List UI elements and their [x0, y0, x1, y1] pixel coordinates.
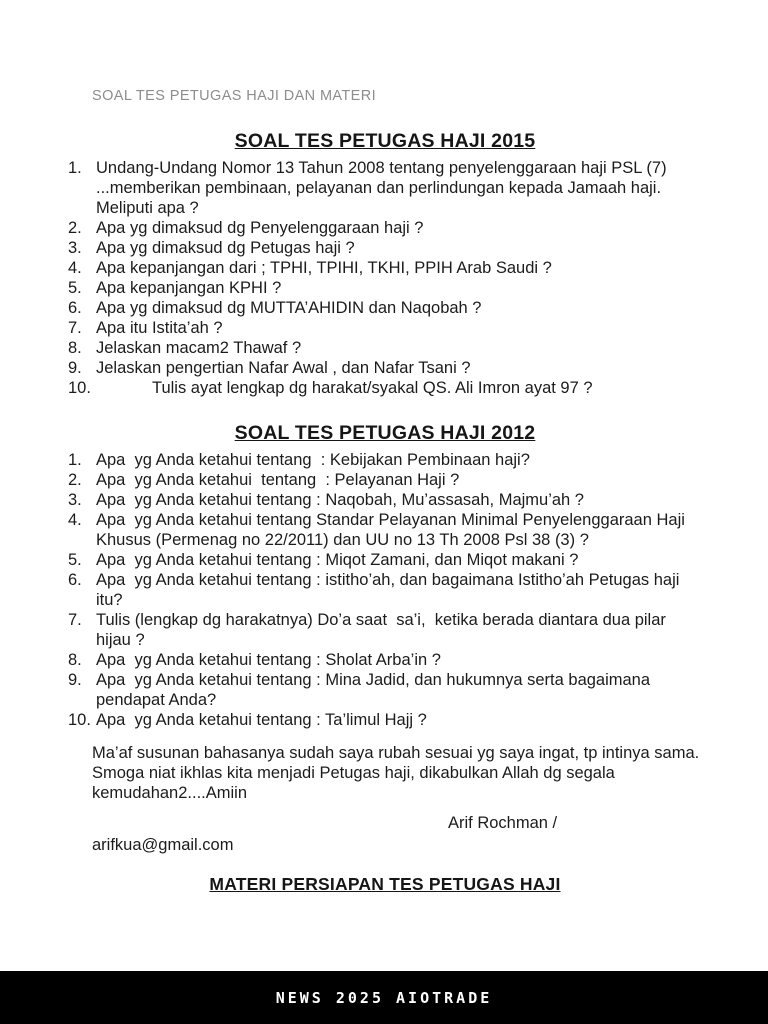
- question-text: Apa yg Anda ketahui tentang : Kebijakan Pembinaan haji?: [96, 451, 530, 469]
- question-item: [68, 710, 702, 730]
- question-text: Apa yg dimaksud dg MUTTA’AHIDIN dan Naqobah ?: [96, 299, 482, 317]
- email-text: arifkua@gmail.com: [92, 836, 234, 854]
- question-item: [68, 570, 702, 610]
- footer-bar: [0, 971, 768, 1024]
- section-soal-2012: [68, 421, 702, 730]
- question-text: Apa yg Anda ketahui tentang : Mina Jadid, dan hukumnya serta bagaimana pendapat Anda?: [96, 671, 655, 709]
- question-item: [68, 550, 702, 570]
- question-list-2012: [68, 450, 702, 730]
- question-text: Tulis (lengkap dg harakatnya) Do’a saat sa’i, ketika berada diantara dua pilar hijau ?: [96, 611, 671, 649]
- question-item: [68, 258, 702, 278]
- question-number: 8.: [68, 651, 82, 669]
- footer-bar-text: NEWS 2025 AIOTRADE: [275, 988, 493, 1007]
- question-item: [68, 610, 702, 650]
- closing-note: [92, 743, 702, 803]
- question-number: 5.: [68, 551, 82, 569]
- question-number: 7.: [68, 611, 82, 629]
- section-title-2015: SOAL TES PETUGAS HAJI 2015: [234, 130, 536, 152]
- question-number: 10.: [68, 379, 91, 397]
- question-item: [68, 358, 702, 378]
- question-text: Apa yg dimaksud dg Petugas haji ?: [96, 239, 355, 257]
- question-text: Apa itu Istita’ah ?: [96, 319, 223, 337]
- question-item: [68, 670, 702, 710]
- question-item: [68, 510, 702, 550]
- question-number: 5.: [68, 279, 82, 297]
- signature: Arif Rochman /: [448, 814, 558, 832]
- question-text: Tulis ayat lengkap dg harakat/syakal QS. Ali Imron ayat 97 ?: [152, 379, 593, 397]
- section-soal-2015: [68, 129, 702, 398]
- question-list-2015: [68, 158, 702, 398]
- question-item: [68, 338, 702, 358]
- question-item: [68, 490, 702, 510]
- question-number: 9.: [68, 359, 82, 377]
- question-number: 8.: [68, 339, 82, 357]
- question-text: Apa yg Anda ketahui tentang : Pelayanan Haji ?: [96, 471, 460, 489]
- question-number: 7.: [68, 319, 82, 337]
- question-item: [68, 218, 702, 238]
- question-number: 3.: [68, 239, 82, 257]
- question-item: [68, 470, 702, 490]
- question-item: [68, 650, 702, 670]
- closing-line-2: Smoga niat ikhlas kita menjadi Petugas haji, dikabulkan Allah dg segala kemudahan2....Amiin: [92, 764, 615, 802]
- question-text: Apa yg Anda ketahui tentang : Ta’limul Hajj ?: [96, 711, 427, 729]
- question-item: [68, 278, 702, 298]
- materi-section-title: MATERI PERSIAPAN TES PETUGAS HAJI: [209, 874, 561, 894]
- question-text: Apa yg Anda ketahui tentang : istitho’ah, dan bagaimana Istitho’ah Petugas haji itu?: [96, 571, 685, 609]
- question-item: [68, 378, 702, 398]
- question-number: 2.: [68, 471, 82, 489]
- question-item: [68, 238, 702, 258]
- question-text: Undang-Undang Nomor 13 Tahun 2008 tentang penyelenggaraan haji PSL (7) ...memberikan pembinaan, pelayanan dan perlindungan kepada Jamaah haji. Meliputi apa ?: [96, 159, 672, 217]
- question-text: Apa yg dimaksud dg Penyelenggaraan haji ?: [96, 219, 424, 237]
- question-text: Jelaskan pengertian Nafar Awal , dan Nafar Tsani ?: [96, 359, 471, 377]
- question-number: 4.: [68, 511, 82, 529]
- question-text: Apa kepanjangan dari ; TPHI, TPIHI, TKHI, PPIH Arab Saudi ?: [96, 259, 552, 277]
- question-item: [68, 158, 702, 218]
- question-text: Apa yg Anda ketahui tentang : Miqot Zamani, dan Miqot makani ?: [96, 551, 579, 569]
- question-number: 1.: [68, 159, 82, 177]
- question-item: [68, 450, 702, 470]
- closing-line-1: Ma’af susunan bahasanya sudah saya rubah sesuai yg saya ingat, tp intinya sama.: [92, 744, 700, 762]
- question-number: 1.: [68, 451, 82, 469]
- section-title-2012: SOAL TES PETUGAS HAJI 2012: [234, 422, 536, 444]
- question-number: 9.: [68, 671, 82, 689]
- question-number: 2.: [68, 219, 82, 237]
- question-item: [68, 318, 702, 338]
- question-item: [68, 298, 702, 318]
- header-note: SOAL TES PETUGAS HAJI DAN MATERI: [92, 88, 377, 104]
- question-number: 4.: [68, 259, 82, 277]
- question-number: 6.: [68, 299, 82, 317]
- question-text: Apa yg Anda ketahui tentang : Sholat Arba’in ?: [96, 651, 441, 669]
- question-number: 10.: [68, 711, 91, 729]
- question-text: Apa yg Anda ketahui tentang : Naqobah, Mu’assasah, Majmu’ah ?: [96, 491, 584, 509]
- question-number: 3.: [68, 491, 82, 509]
- question-number: 6.: [68, 571, 82, 589]
- question-text: Apa yg Anda ketahui tentang Standar Pelayanan Minimal Penyelenggaraan Haji Khusus (Permenag no 22/2011) dan UU no 13 Th 2008 Psl 38 (3) ?: [96, 511, 690, 549]
- question-text: Apa kepanjangan KPHI ?: [96, 279, 282, 297]
- question-text: Jelaskan macam2 Thawaf ?: [96, 339, 302, 357]
